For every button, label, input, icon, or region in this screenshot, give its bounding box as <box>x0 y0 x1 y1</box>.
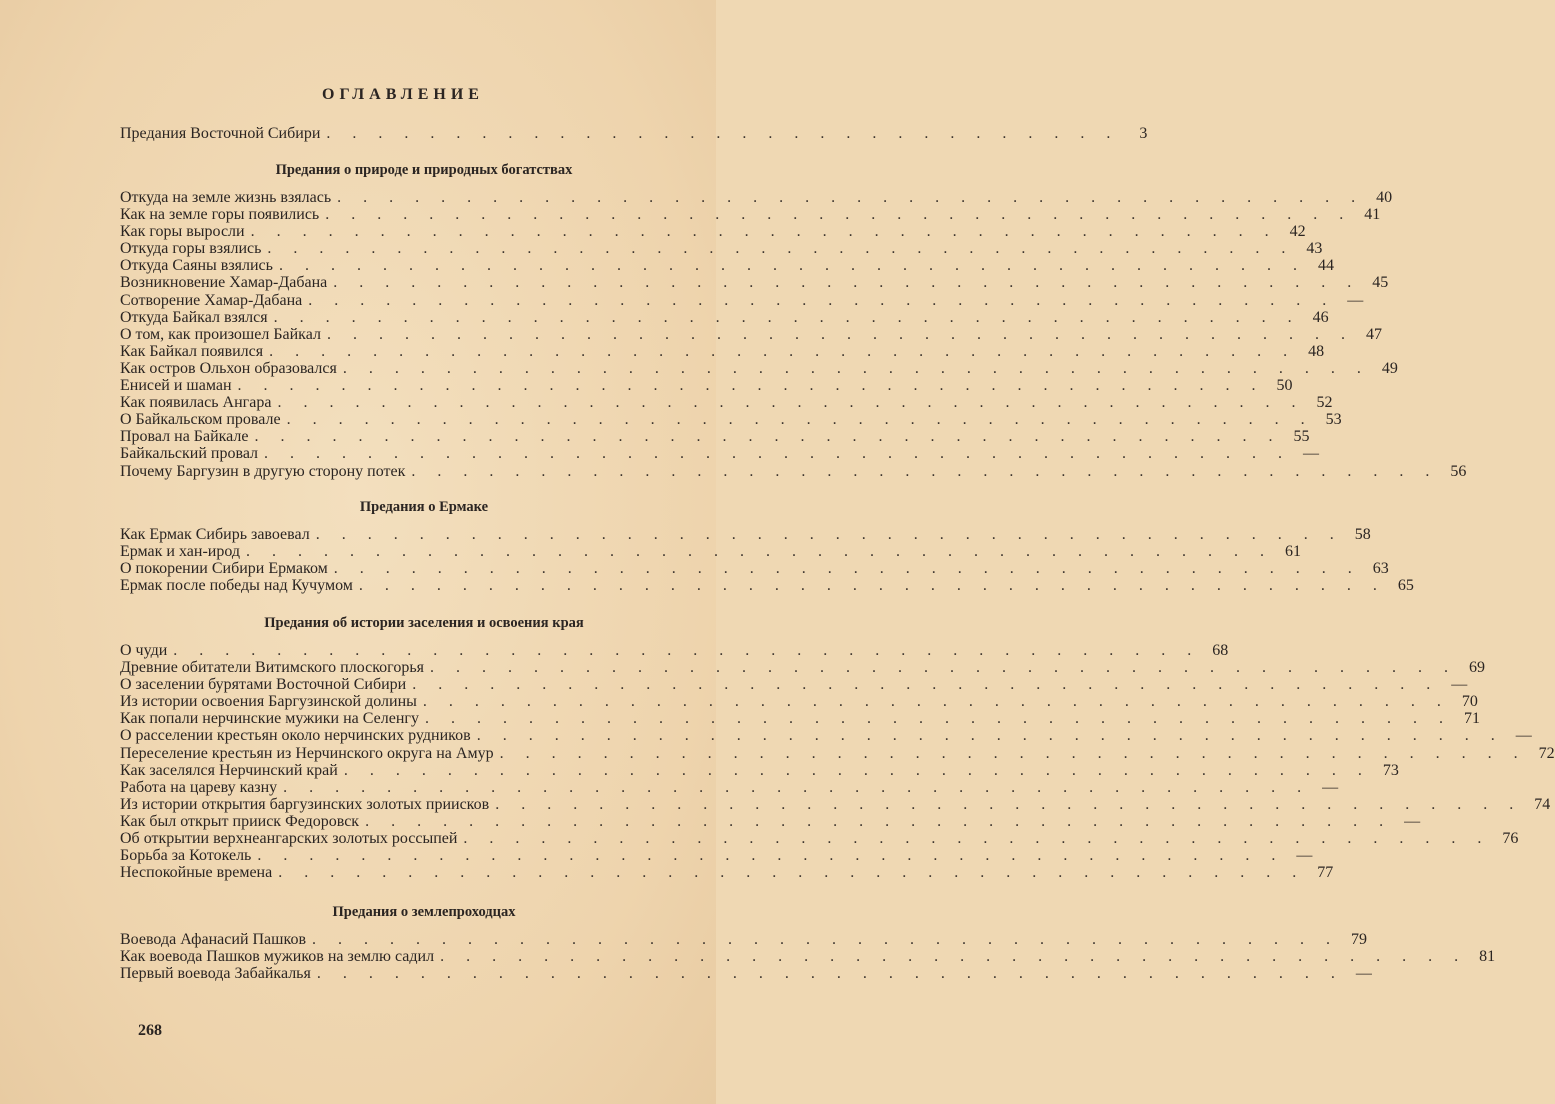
toc-entry <box>120 761 1399 779</box>
entry-title: Откуда горы взялись <box>120 240 262 258</box>
entry-page: 40 <box>1376 189 1393 206</box>
toc-entry <box>120 560 1389 578</box>
toc-entry <box>120 948 1496 966</box>
entry-page: 56 <box>1450 462 1467 480</box>
entry-title: Байкальский провал <box>120 445 259 463</box>
toc-entry <box>120 411 1342 429</box>
dot-leader: . . . . . . . . . . . . . . . . . . . . . . . . . . . . . . . . . . . . . . . . <box>173 642 1201 659</box>
entry-title: Как Байкал появился <box>120 342 264 360</box>
entry-page: 47 <box>1365 325 1382 343</box>
entry-page: 49 <box>1381 359 1398 377</box>
entry-page: 76 <box>1502 830 1519 848</box>
dot-leader: . . . . . . . . . . . . . . . . . . . . . . . . . . . . . . . . . . . . . . . . <box>476 727 1504 745</box>
entry-title: О покорении Сибири Ермаком <box>120 560 328 578</box>
toc-entry <box>120 727 1532 745</box>
dot-leader: . . . . . . . . . . . . . . . . . . . . . . . . . . . . . . . . . . . . . . . . <box>337 189 1365 206</box>
entry-title: Сотворение Хамар-Дабана <box>120 291 303 309</box>
toc-entry <box>120 257 1334 275</box>
entry-page: 44 <box>1317 257 1334 275</box>
page-number: 268 <box>138 1022 162 1039</box>
entry-title: Первый воевода Забайкалья <box>120 965 311 983</box>
toc-entry <box>120 428 1310 446</box>
entry-page: 52 <box>1316 394 1333 412</box>
dot-leader: . . . . . . . . . . . . . . . . . . . . . . . . . . . . . . . . . . . . . . . . <box>422 693 1450 711</box>
entry-title: Как воевода Пашков мужиков на землю садил <box>120 948 435 966</box>
entry-title: Как заселялся Нерчинский край <box>120 761 338 779</box>
entry-title: Переселение крестьян из Нерчинского округа на Амур <box>120 744 494 762</box>
section-heading: Предания об истории заселения и освоения края <box>264 615 584 631</box>
toc-entry <box>120 342 1325 360</box>
dot-leader: . . . . . . . . . . . . . . . . . . . . . . . . . . . . . . . . . . . . . . . . <box>412 676 1440 694</box>
toc-entry <box>120 965 1372 983</box>
dot-leader: . . . . . . . . . . . . . . . . . . . . . . . . . . . . . . . . . . . . . . . . <box>358 577 1386 595</box>
dot-leader: . . . . . . . . . . . . . . . . . . . . . . . . . . . . . . . . . . . . . . . . <box>267 240 1295 258</box>
entry-page: 79 <box>1351 931 1367 948</box>
entry-page: 3 <box>1139 125 1148 142</box>
entry-title: О расселении крестьян около нерчинских рудников <box>120 727 471 745</box>
entry-title: Провал на Байкале <box>120 428 249 446</box>
entry-title: Возникновение Хамар-Дабана <box>120 274 328 292</box>
entry-title: О Байкальском провале <box>120 411 281 429</box>
section-heading: Предания о природе и природных богатствах <box>275 162 573 178</box>
toc-entry <box>120 693 1478 711</box>
entry-title: Енисей и шаман <box>120 377 232 395</box>
entry-page: 61 <box>1285 543 1302 561</box>
toc-entry <box>120 659 1485 677</box>
entry-title: Как Ермак Сибирь завоевал <box>120 526 310 543</box>
entry-title: Откуда на земле жизнь взялась <box>120 189 332 206</box>
toc-entry <box>120 778 1339 796</box>
entry-title: Работа на цареву казну <box>120 778 278 796</box>
toc-entry <box>120 812 1421 830</box>
section-heading: Предания о Ермаке <box>359 499 489 515</box>
toc-entry <box>120 377 1293 395</box>
section <box>120 162 1467 480</box>
entry-title: Как на земле горы появились <box>120 206 320 224</box>
dot-leader: . . . . . . . . . . . . . . . . . . . . . . . . . . . . . . . . . . . . . . . . <box>424 710 1452 728</box>
entry-page: 74 <box>1534 795 1551 813</box>
entry-page: 45 <box>1372 274 1389 292</box>
dot-leader: . . . . . . . . . . . . . . . . . . . . . . . . . . . . . . . . . . . . . . . . <box>343 761 1371 779</box>
entry-page: 55 <box>1293 428 1310 446</box>
dot-leader: . . . . . . . . . . . . . . . . . . . . . . . . . . . . . . . . . . . . . . . . <box>411 462 1439 480</box>
dot-leader: . . . . . . . . . . . . . . . . . . . . . . . . . . . . . . . . . . . . . . . . <box>283 778 1311 796</box>
entry-page: 50 <box>1276 377 1293 395</box>
toc-entry <box>120 308 1329 326</box>
toc-entry <box>120 325 1382 343</box>
section <box>120 904 1496 983</box>
dot-leader: . . . . . . . . . . . . . . . . . . . . . . . . . . . . . . . . . . . . . . . . <box>315 526 1343 543</box>
toc-entry <box>120 445 1320 463</box>
toc-entry <box>120 864 1334 882</box>
intro-entry-block <box>120 125 1148 142</box>
dot-leader: . . . . . . . . . . . . . . . . . . . . . . . . . . . . . . . . . . . . . . . . <box>312 931 1339 948</box>
entry-page: — <box>1515 727 1532 745</box>
dot-leader: . . . . . . . . . . . . . . . . . . . . . . . . . . . . . . . . . . . . . . . . <box>495 795 1523 813</box>
entry-page: 72 <box>1538 744 1555 762</box>
toc-entry <box>120 543 1302 561</box>
entry-title: О чуди <box>120 642 168 659</box>
toc-entry <box>120 830 1519 848</box>
entry-title: Как попали нерчинские мужики на Селенгу <box>120 710 419 728</box>
toc-entry <box>120 577 1414 595</box>
entry-page: — <box>1322 778 1339 796</box>
dot-leader: . . . . . . . . . . . . . . . . . . . . . . . . . . . . . . . . . . . . . . . . <box>246 543 1274 561</box>
dot-leader: . . . . . . . . . . . . . . . . . . . . . . . . . . . . . . . . . . . . . . . . <box>308 291 1336 309</box>
toc-entry <box>120 206 1381 224</box>
dot-leader: . . . . . . . . . . . . . . . . . . . . . . . . . . . . . . . . . . . . . . . . <box>277 394 1305 412</box>
dot-leader: . . . . . . . . . . . . . . . . . . . . . . . . . . . . . . . . . . . . . . . . <box>278 864 1306 882</box>
toc-entry <box>120 189 1393 206</box>
dot-leader: . . . . . . . . . . . . . . . . . . . . . . . . . . . . . . . . . . . . . . . . <box>286 411 1314 429</box>
entry-page: 77 <box>1317 864 1334 882</box>
dot-leader: . . . . . . . . . . . . . . . . . . . . . . . . . . . . . . . . . . . . . . . . <box>429 659 1457 677</box>
entry-title: Воевода Афанасий Пашков <box>120 931 306 948</box>
toc-entry <box>120 526 1371 543</box>
entry-page: 53 <box>1325 411 1342 429</box>
section <box>120 615 1555 882</box>
dot-leader: . . . . . . . . . . . . . . . . . . . . . . . . . . . . . . . . . . . . . . . . <box>316 965 1344 983</box>
entry-title: Откуда Саяны взялись <box>120 257 273 275</box>
dot-leader: . . . . . . . . . . . . . . . . . . . . . . . . . . . . . . . <box>326 125 1120 142</box>
dot-leader: . . . . . . . . . . . . . . . . . . . . . . . . . . . . . . . . . . . . . . . . <box>269 342 1297 360</box>
dot-leader: . . . . . . . . . . . . . . . . . . . . . . . . . . . . . . . . . . . . . . . . <box>440 948 1468 966</box>
dot-leader: . . . . . . . . . . . . . . . . . . . . . . . . . . . . . . . . . . . . . . . . <box>273 308 1301 326</box>
entry-page: 69 <box>1468 659 1485 677</box>
entry-title: Откуда Байкал взялся <box>120 308 268 326</box>
entry-page: — <box>1355 965 1372 983</box>
entry-title: Из истории освоения Баргузинской долины <box>120 693 417 711</box>
dot-leader: . . . . . . . . . . . . . . . . . . . . . . . . . . . . . . . . . . . . . . . . <box>264 445 1292 463</box>
entry-page: 58 <box>1354 526 1371 543</box>
entry-title: Неспокойные времена <box>120 864 273 882</box>
section <box>120 499 1414 595</box>
toc-entry <box>120 744 1555 762</box>
dot-leader: . . . . . . . . . . . . . . . . . . . . . . . . . . . . . . . . . . . . . . . . <box>278 257 1306 275</box>
entry-page: — <box>1347 291 1364 309</box>
dot-leader: . . . . . . . . . . . . . . . . . . . . . . . . . . . . . . . . . . . . . . . . <box>237 377 1265 395</box>
dot-leader: . . . . . . . . . . . . . . . . . . . . . . . . . . . . . . . . . . . . . . . . <box>257 847 1285 865</box>
entry-page: 41 <box>1364 206 1381 224</box>
dot-leader: . . . . . . . . . . . . . . . . . . . . . . . . . . . . . . . . . . . . . . . . <box>250 223 1278 241</box>
entry-title: Ермак и хан-ирод <box>120 543 241 561</box>
page-title: ОГЛАВЛЕНИЕ <box>322 86 484 103</box>
entry-page: — <box>1296 847 1313 865</box>
toc-entry <box>120 359 1398 377</box>
toc-entry <box>120 394 1333 412</box>
entry-page: 65 <box>1397 577 1414 595</box>
entry-page: — <box>1404 812 1421 830</box>
entry-page: — <box>1303 445 1320 463</box>
toc-entry <box>120 710 1480 728</box>
entry-page: 48 <box>1308 342 1325 360</box>
section-heading: Предания о землепроходцах <box>332 904 516 920</box>
dot-leader: . . . . . . . . . . . . . . . . . . . . . . . . . . . . . . . . . . . . . . . . <box>333 274 1361 292</box>
entry-title: Предания Восточной Сибири <box>120 125 321 142</box>
entry-title: Древние обитатели Витимского плоскогорья <box>120 659 424 677</box>
entry-title: Почему Баргузин в другую сторону потек <box>120 462 406 480</box>
entry-title: Как был открыт прииск Федоровск <box>120 812 360 830</box>
entry-title: Как остров Ольхон образовался <box>120 359 337 377</box>
dot-leader: . . . . . . . . . . . . . . . . . . . . . . . . . . . . . . . . . . . . . . . . <box>325 206 1353 224</box>
dot-leader: . . . . . . . . . . . . . . . . . . . . . . . . . . . . . . . . . . . . . . . . <box>365 812 1393 830</box>
entry-title: О заселении бурятами Восточной Сибири <box>120 676 407 694</box>
toc-entry <box>120 291 1364 309</box>
toc-entry <box>120 462 1467 480</box>
entry-title: Борьба за Котокель <box>120 847 252 865</box>
dot-leader: . . . . . . . . . . . . . . . . . . . . . . . . . . . . . . . . . . . . . . . . <box>463 830 1491 848</box>
dot-leader: . . . . . . . . . . . . . . . . . . . . . . . . . . . . . . . . . . . . . . . . <box>326 325 1354 343</box>
toc-entry <box>120 847 1313 865</box>
entry-page: 63 <box>1372 560 1389 578</box>
entry-page: — <box>1451 676 1468 694</box>
entry-page: 70 <box>1461 693 1478 711</box>
toc-entry <box>120 240 1323 258</box>
entry-title: Об открытии верхнеангарских золотых россыпей <box>120 830 458 848</box>
entry-page: 46 <box>1312 308 1329 326</box>
entry-page: 43 <box>1306 240 1323 258</box>
entry-page: 42 <box>1289 223 1306 241</box>
entry-page: 68 <box>1212 642 1229 659</box>
dot-leader: . . . . . . . . . . . . . . . . . . . . . . . . . . . . . . . . . . . . . . . . <box>499 744 1527 762</box>
entry-page: 73 <box>1382 761 1399 779</box>
dot-leader: . . . . . . . . . . . . . . . . . . . . . . . . . . . . . . . . . . . . . . . . <box>342 359 1370 377</box>
toc-entry <box>120 931 1367 948</box>
toc-entry <box>120 125 1148 142</box>
dot-leader: . . . . . . . . . . . . . . . . . . . . . . . . . . . . . . . . . . . . . . . . <box>254 428 1282 446</box>
entry-title: О том, как произошел Байкал <box>120 325 321 343</box>
entry-title: Как горы выросли <box>120 223 245 241</box>
toc-entry <box>120 642 1229 659</box>
entry-page: 81 <box>1479 948 1496 966</box>
dot-leader: . . . . . . . . . . . . . . . . . . . . . . . . . . . . . . . . . . . . . . . . <box>333 560 1361 578</box>
toc-entry <box>120 795 1551 813</box>
entry-title: Ермак после победы над Кучумом <box>120 577 353 595</box>
entry-title: Как появилась Ангара <box>120 394 272 412</box>
toc-entry <box>120 274 1389 292</box>
entry-title: Из истории открытия баргузинских золотых приисков <box>120 795 490 813</box>
toc-entry <box>120 676 1468 694</box>
entry-page: 71 <box>1463 710 1480 728</box>
toc-entry <box>120 223 1306 241</box>
